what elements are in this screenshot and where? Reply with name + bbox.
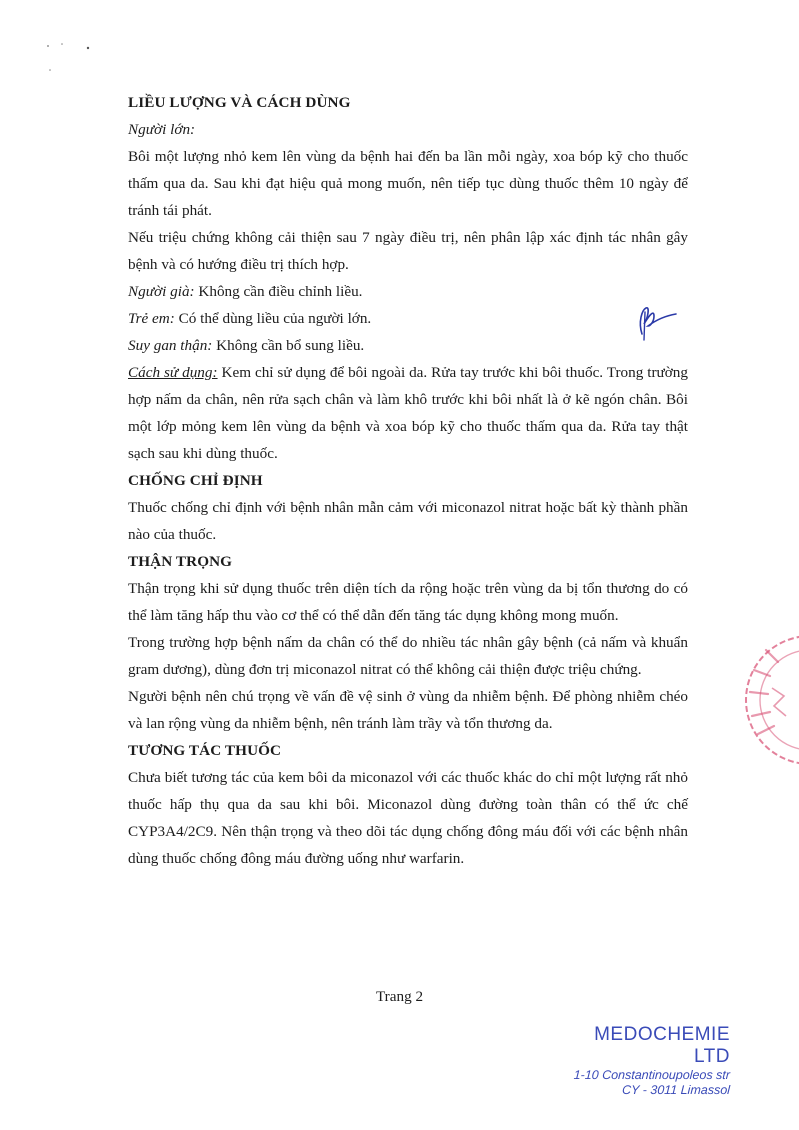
company-stamp [560, 1024, 730, 1098]
children-text: Có thể dùng liều của người lớn. [174, 310, 372, 327]
no-improvement-paragraph: Nếu triệu chứng không cải thiện sau 7 ngày điều trị, nên phân lập xác định tác nhân gây bệnh và có hướng điều trị thích hợp. [128, 229, 688, 273]
heading-dosage: LIỀU LƯỢNG VÀ CÁCH DÙNG [128, 94, 351, 111]
usage-label: Cách sử dụng: [128, 364, 218, 381]
caution-paragraph-2: Trong trường hợp bệnh nấm da chân có thể do nhiều tác nhân gây bệnh (cả nấm và khuẩn gram dương), dùng đơn trị miconazol nitrat có thể không cải thiện được triệu chứng. [128, 634, 688, 678]
red-seal-stamp [740, 630, 799, 770]
scan-specks [40, 40, 100, 80]
adults-paragraph: Bôi một lượng nhỏ kem lên vùng da bệnh hai đến ba lần mỗi ngày, xoa bóp kỹ cho thuốc thấm qua da. Sau khi đạt hiệu quả mong muốn, nên tiếp tục dùng thuốc thêm 10 ngày để tránh tái phát. [128, 148, 688, 219]
company-address-2: CY - 3011 Limassol [621, 1083, 731, 1097]
usage-paragraph [128, 359, 688, 467]
document-body [128, 89, 688, 872]
children-label: Trẻ em: [128, 310, 175, 327]
kidney-label: Suy gan thận: [128, 337, 213, 354]
caution-paragraph-1: Thận trọng khi sử dụng thuốc trên diện tích da rộng hoặc trên vùng da bị tổn thương do có thể làm tăng hấp thu vào cơ thể có thể dẫn đến tăng tác dụng không mong muốn. [128, 580, 688, 624]
adults-label: Người lớn: [128, 121, 196, 138]
kidney-line [128, 332, 688, 359]
company-address-1: 1-10 Constantinoupoleos str [573, 1068, 731, 1082]
kidney-text: Không cần bổ sung liều. [212, 337, 365, 354]
heading-contraindications: CHỐNG CHỈ ĐỊNH [128, 472, 263, 489]
interactions-paragraph: Chưa biết tương tác của kem bôi da miconazol với các thuốc khác do chỉ một lượng rất nhỏ thuốc hấp thụ qua da sau khi bôi. Miconazol dùng đường toàn thân có thể ức chế CYP3A4/2C9. Nên thận trọng và theo dõi tác dụng chống đông máu đối với các bệnh nhân dùng thuốc chống đông máu đường uống như warfarin. [128, 769, 688, 867]
usage-text: Kem chỉ sử dụng để bôi ngoài da. Rửa tay trước khi bôi thuốc. Trong trường hợp nấm da chân, nên rửa sạch chân và làm khô trước khi bôi nhất là ở kẽ ngón chân. Bôi một lớp mỏng kem lên vùng da bệnh và xoa bóp kỹ cho thuốc thấm qua da. Rửa tay thật sạch sau khi dùng thuốc. [128, 364, 688, 462]
page-number: Trang 2 [375, 988, 424, 1005]
caution-paragraph-3: Người bệnh nên chú trọng về vấn đề vệ sinh ở vùng da nhiễm bệnh. Để phòng nhiễm chéo và lan rộng vùng da nhiễm bệnh, nên tránh làm trầy và tổn thương da. [128, 688, 688, 732]
company-name: MEDOCHEMIE LTD [594, 1024, 730, 1067]
heading-interactions: TƯƠNG TÁC THUỐC [128, 742, 282, 759]
elderly-text: Không cần điều chỉnh liều. [194, 283, 363, 300]
elderly-label: Người già: [128, 283, 195, 300]
children-line [128, 305, 688, 332]
signature-mark [628, 304, 688, 344]
contraindications-paragraph: Thuốc chống chỉ định với bệnh nhân mẫn cảm với miconazol nitrat hoặc bất kỳ thành phần nào của thuốc. [128, 499, 688, 543]
heading-caution: THẬN TRỌNG [128, 553, 233, 570]
elderly-line [128, 278, 688, 305]
